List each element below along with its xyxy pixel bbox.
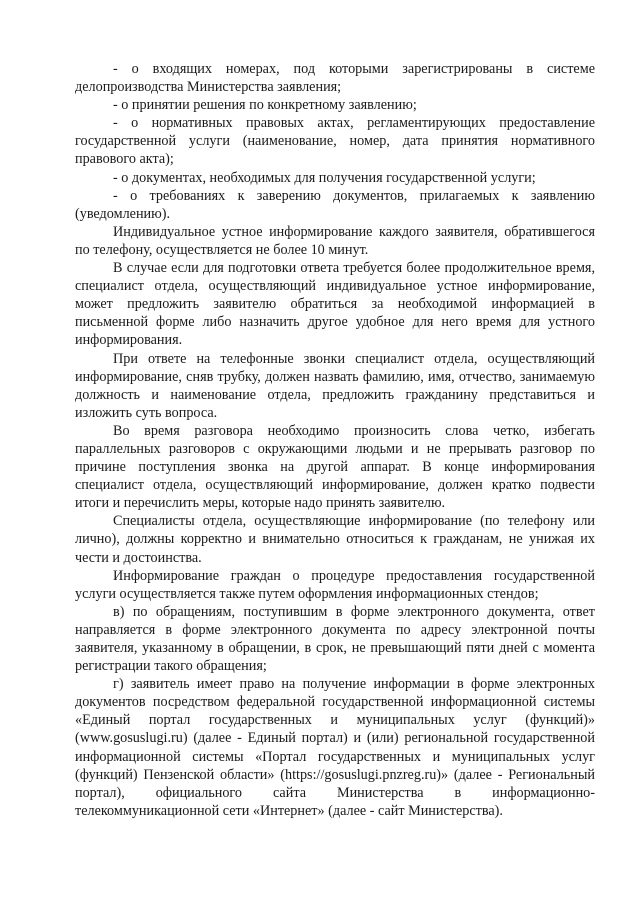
- paragraph-info-stands: Информирование граждан о процедуре предоставления государственной услуги осуществляется также путем оформления информационных стендов;: [75, 567, 595, 602]
- paragraph-electronic-appeals: в) по обращениям, поступившим в форме электронного документа, ответ направляется в форме электронного документа по адресу электронной почты заявителя, указанному в обращении, в срок, не превышающий пяти дней с момента регистрации такого обращения;: [75, 603, 595, 675]
- paragraph-electronic-documents: г) заявитель имеет право на получение информации в форме электронных документов посредством федеральной государственной информационной системы «Единый портал государственных и муниципальных услуг (функций)» (www.gosuslugi.ru) (далее - Единый портал) и (или) региональной государственной информационной системы «Портал государственных и муниципальных услуг (функций) Пензенской области» (https://gosuslugi.pnzreg.ru)» (далее - Региональный портал), официального сайта Министерства в информационно-телекоммуникационной сети «Интернет» (далее - сайт Министерства).: [75, 676, 595, 819]
- paragraph-oral-info-duration: Индивидуальное устное информирование каждого заявителя, обратившегося по телефону, осуществляется не более 10 минут.: [75, 223, 595, 258]
- paragraph-courtesy: Специалисты отдела, осуществляющие информирование (по телефону или лично), должны корректно и внимательно относиться к гражданам, не унижая их чести и достоинства.: [75, 513, 595, 566]
- paragraph-conversation-rules: Во время разговора необходимо произносить слова четко, избегать параллельных разговоров с окружающими людьми и не прерывать разговор по причине поступления звонка на другой аппарат. В конце информирования специалист отдела, осуществляющий информирование, должен кратко подвести итоги и перечислить меры, которые надо принять заявителю.: [75, 422, 595, 512]
- paragraph-decision: - о принятии решения по конкретному заявлению;: [113, 97, 417, 114]
- document-body: [75, 60, 595, 820]
- paragraph-legal-acts: - о нормативных правовых актах, регламентирующих предоставление государственной услуги (наименование, номер, дата принятия нормативного правового акта);: [75, 115, 595, 168]
- paragraph-certification: - о требованиях к заверению документов, прилагаемых к заявлению (уведомлению).: [75, 187, 595, 222]
- paragraph-incoming-numbers: - о входящих номерах, под которыми зарегистрированы в системе делопроизводства Министерства заявления;: [75, 61, 595, 96]
- paragraph-phone-calls: При ответе на телефонные звонки специалист отдела, осуществляющий информирование, сняв трубку, должен назвать фамилию, имя, отчество, занимаемую должность и наименование отдела, предложить гражданину представиться и изложить суть вопроса.: [75, 350, 595, 421]
- paragraph-documents: - о документах, необходимых для получения государственной услуги;: [113, 169, 536, 186]
- paragraph-longer-preparation: В случае если для подготовки ответа требуется более продолжительное время, специалист отдела, осуществляющий индивидуальное устное информирование, может предложить заявителю обратиться за необходимой информацией в письменной форме либо назначить другое удобное для него время для устного информирования.: [75, 260, 595, 349]
